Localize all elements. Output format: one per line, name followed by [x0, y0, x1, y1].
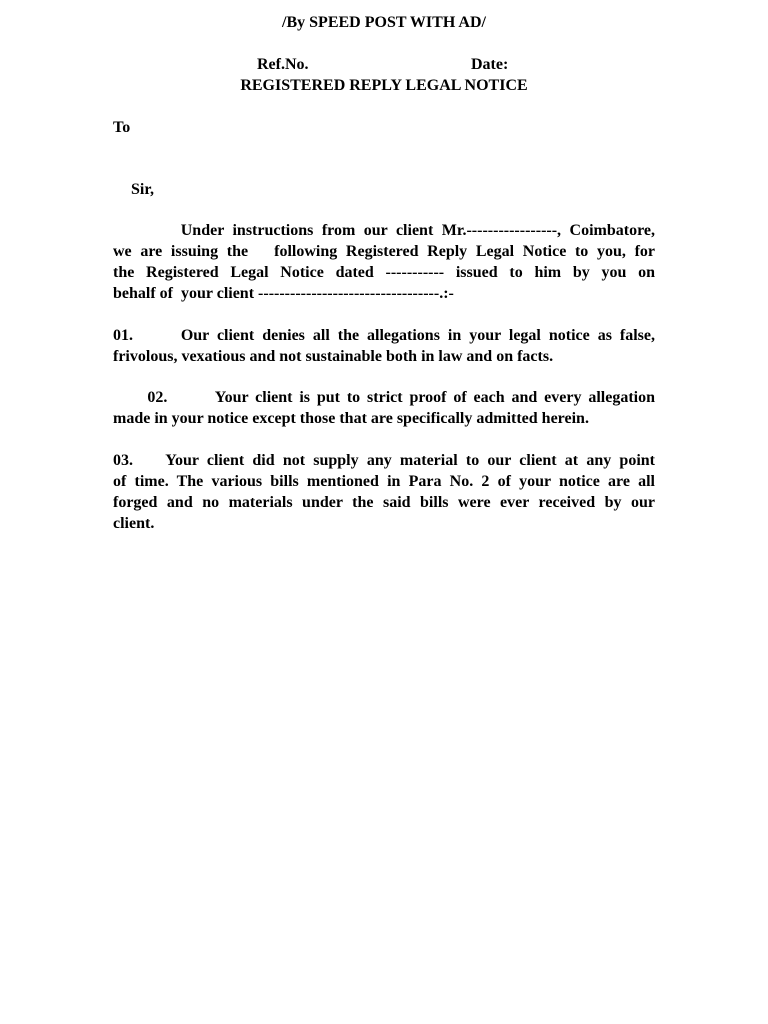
paragraph-line: client.: [113, 515, 155, 532]
paragraph-02: [113, 387, 655, 429]
to-label: To: [113, 119, 131, 136]
paragraph-03: [113, 450, 655, 534]
intro-line: the Registered Legal Notice dated ----------- issued to him by you on: [113, 264, 655, 281]
paragraph-line: of time. The various bills mentioned in Para No. 2 of your notice are all: [113, 473, 655, 490]
paragraph-line: 03. Your client did not supply any material to our client at any point: [113, 452, 655, 469]
salutation: Sir,: [131, 181, 154, 198]
ref-no-label: Ref.No.: [257, 56, 309, 73]
intro-line: we are issuing the following Registered Reply Legal Notice to you, for: [113, 243, 655, 260]
dispatch-mode-heading: /By SPEED POST WITH AD/: [282, 14, 486, 31]
intro-line: Under instructions from our client Mr.-----------------, Coimbatore,: [113, 222, 655, 239]
paragraph-line: made in your notice except those that are specifically admitted herein.: [113, 410, 589, 427]
intro-paragraph: [113, 220, 655, 304]
paragraph-line: frivolous, vexatious and not sustainable both in law and on facts.: [113, 348, 554, 365]
paragraph-line: forged and no materials under the said bills were ever received by our: [113, 494, 655, 511]
paragraph-line: 02. Your client is put to strict proof of each and every allegation: [113, 389, 655, 406]
paragraph-01: [113, 325, 655, 367]
notice-title: REGISTERED REPLY LEGAL NOTICE: [240, 77, 528, 94]
date-label: Date:: [471, 56, 509, 73]
intro-line: behalf of your client ----------------------------------.:-: [113, 285, 454, 302]
paragraph-line: 01. Our client denies all the allegations in your legal notice as false,: [113, 327, 655, 344]
